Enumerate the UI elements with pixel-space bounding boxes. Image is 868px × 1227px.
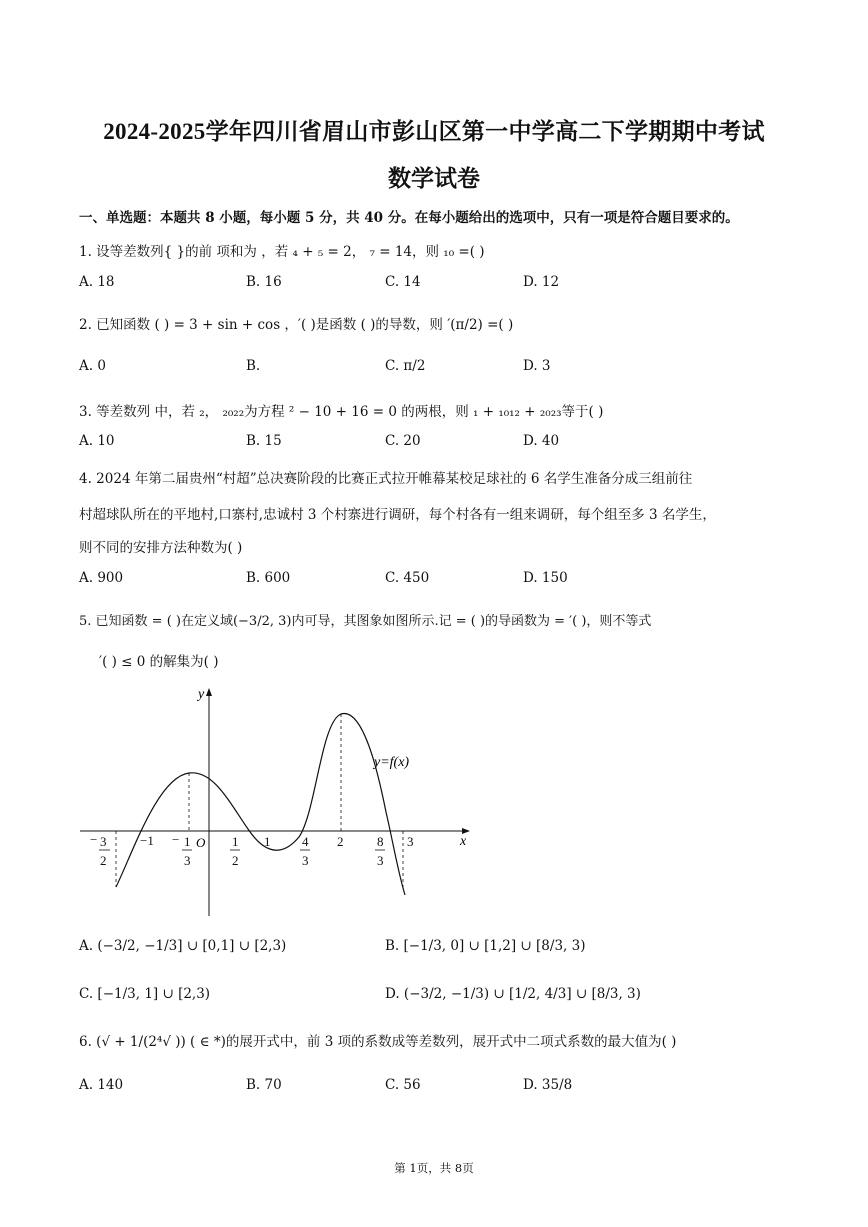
- q1-option-c: C. 14: [385, 274, 421, 290]
- q5-option-d: D. (−3/2, −1/3) ∪ [1/2, 4/3] ∪ [8/3, 3): [385, 986, 641, 1002]
- tick-neg-3-2-den: 2: [100, 853, 107, 868]
- exam-subtitle: 数学试卷: [388, 166, 480, 191]
- question-4-line-1: 4. 2024 年第二届贵州“村超”总决赛阶段的比赛正式拉开帷幕某校足球社的 6 名学生准备分成三组前往: [79, 471, 693, 487]
- y-axis-label: y: [198, 687, 205, 702]
- q1-option-d: D. 12: [523, 274, 560, 290]
- tick-label-2: 2: [337, 834, 344, 849]
- q5-option-c: C. [−1/3, 1] ∪ [2,3): [79, 986, 211, 1002]
- tick-label-neg-3-2: −: [90, 832, 98, 847]
- y-axis-arrow-icon: [206, 688, 212, 696]
- tick-4-3-num: 4: [302, 834, 309, 849]
- origin-label: O: [196, 835, 206, 850]
- tick-half-den: 2: [232, 853, 239, 868]
- function-curve: [116, 713, 405, 895]
- question-4-line-3: 则不同的安排方法种数为( ): [79, 540, 243, 556]
- question-5-line-1: 5. 已知函数 = ( )在定义域(−3/2, 3)内可导，其图象如图所示.记 = ( )的导函数为 = ′( )，则不等式: [79, 614, 652, 629]
- tick-neg-1-3-den: 3: [184, 853, 191, 868]
- q2-option-d: D. 3: [523, 358, 551, 374]
- q3-option-d: D. 40: [523, 433, 560, 449]
- question-3-stem: 3. 等差数列 中，若 ₂， ₂₀₂₂为方程 ² − 10 + 16 = 0 的两根，则 ₁ + ₁₀₁₂ + ₂₀₂₃等于( ): [79, 404, 604, 420]
- exam-title: 2024-2025学年四川省眉山市彭山区第一中学高二下学期期中考试: [103, 119, 765, 144]
- q4-option-b: B. 600: [246, 570, 291, 586]
- tick-neg-3-2-num: 3: [100, 834, 107, 849]
- q2-option-a: A. 0: [79, 358, 106, 374]
- tick-neg-1-3-num: 1: [184, 834, 191, 849]
- question-5-line-2: ′( ) ≤ 0 的解集为( ): [99, 654, 219, 670]
- tick-half-num: 1: [232, 834, 239, 849]
- question-4-line-2: 村超球队所在的平地村,口寨村,忠诚村 3 个村寨进行调研，每个村各有一组来调研，每个组至多 3 名学生，: [79, 507, 716, 523]
- page-footer: 第 1页，共 8页: [394, 1161, 474, 1175]
- q4-option-d: D. 150: [523, 570, 568, 586]
- q2-option-c: C. π/2: [385, 358, 426, 374]
- function-graph: [78, 682, 478, 918]
- q1-option-a: A. 18: [79, 274, 115, 290]
- tick-label-3: 3: [407, 834, 414, 849]
- tick-label-1: 1: [264, 834, 271, 849]
- q6-option-d: D. 35/8: [523, 1077, 573, 1093]
- q3-option-a: A. 10: [79, 433, 115, 449]
- q4-option-c: C. 450: [385, 570, 430, 586]
- q3-option-b: B. 15: [246, 433, 282, 449]
- section-heading: 一、单选题：本题共 8 小题，每小题 5 分，共 40 分。在每小题给出的选项中，只有一项是符合题目要求的。: [79, 210, 739, 226]
- tick-label-neg-1: −1: [140, 833, 154, 848]
- q5-option-a: A. (−3/2, −1/3] ∪ [0,1] ∪ [2,3): [79, 938, 287, 954]
- tick-8-3-num: 8: [377, 834, 384, 849]
- q5-option-b: B. [−1/3, 0] ∪ [1,2] ∪ [8/3, 3): [385, 938, 586, 954]
- q6-option-a: A. 140: [79, 1077, 124, 1093]
- q6-option-b: B. 70: [246, 1077, 282, 1093]
- q3-option-c: C. 20: [385, 433, 421, 449]
- tick-4-3-den: 3: [302, 853, 309, 868]
- question-1-stem: 1. 设等差数列{ }的前 项和为 ，若 ₄ + ₅ = 2， ₇ = 14，则 ₁₀ =( ): [79, 244, 485, 260]
- tick-label-neg-1-3: −: [172, 832, 180, 847]
- curve-label: y=f(x): [374, 755, 410, 770]
- question-2-stem: 2. 已知函数 ( ) = 3 + sin + cos ，′( )是函数 ( )的导数，则 ′(π/2) =( ): [79, 317, 514, 333]
- x-axis-label: x: [460, 834, 467, 849]
- q4-option-a: A. 900: [79, 570, 124, 586]
- question-6-stem: 6. (√ + 1/(2⁴√ )) ( ∈ *)的展开式中，前 3 项的系数成等差数列，展开式中二项式系数的最大值为( ): [79, 1034, 677, 1050]
- q6-option-c: C. 56: [385, 1077, 421, 1093]
- q1-option-b: B. 16: [246, 274, 282, 290]
- q2-option-b: B.: [246, 358, 261, 374]
- tick-8-3-den: 3: [377, 853, 384, 868]
